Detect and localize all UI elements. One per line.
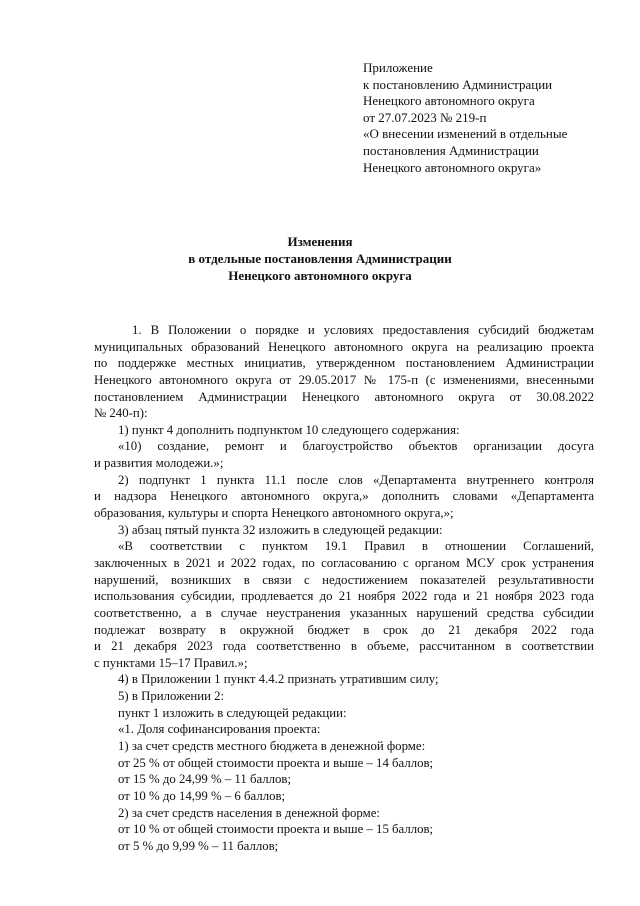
appendix-line: постановления Администрации [363, 142, 539, 158]
body-line: «1. Доля софинансирования проекта: [118, 722, 321, 737]
body-line: от 10 % от общей стоимости проекта и выше – 15 баллов; [118, 822, 434, 837]
body-line: 2) за счет средств населения в денежной форме: [118, 805, 380, 820]
appendix-line: от 27.07.2023 № 219-п [363, 109, 487, 125]
title-line: Изменения [287, 234, 353, 249]
body-line: 5) в Приложении 2: [118, 689, 225, 704]
body-line: заключенных в 2021 и 2022 годах, по согласованию с органом МСУ срок устранения [94, 555, 594, 570]
appendix-line: Ненецкого автономного округа [363, 93, 535, 109]
body-line: «В соответствии с пунктом 19.1 Правил в отношении Соглашений, [118, 539, 594, 554]
body-line: 1. В Положении о порядке и условиях предоставления субсидий бюджетам [132, 323, 594, 337]
body-line: от 5 % до 9,99 % – 11 баллов; [118, 838, 279, 853]
title-line: в отдельные постановления Администрации [188, 250, 452, 266]
appendix-line: Приложение [363, 60, 433, 75]
appendix-line: к постановлению Администрации [363, 76, 553, 92]
body-line: № 240-п): [94, 406, 148, 421]
body-line: пункт 1 изложить в следующей редакции: [118, 705, 347, 720]
appendix-header [363, 60, 613, 176]
body-line: от 25 % от общей стоимости проекта и выше – 14 баллов; [118, 755, 434, 770]
body-line: и 21 декабря 2023 года соответственно в объеме, рассчитанном в соответствии [94, 639, 594, 654]
body-line: и развития молодежи.»; [94, 456, 224, 471]
body-line: по поддержке местных инициатив, утвержденном постановлением Администрации [94, 356, 594, 371]
body-line: 3) абзац пятый пункта 32 изложить в следующей редакции: [118, 522, 443, 537]
body-line: 1) пункт 4 дополнить подпунктом 10 следующего содержания: [118, 422, 460, 437]
body-line: 1) за счет средств местного бюджета в денежной форме: [118, 739, 426, 754]
body-line: от 15 % до 24,99 % – 11 баллов; [118, 772, 292, 787]
appendix-line: «О внесении изменений в отдельные [363, 126, 568, 142]
title-line: Ненецкого автономного округа [228, 267, 412, 283]
body-line: муниципальных образований Ненецкого автономного округа на реализацию проекта [94, 339, 594, 354]
body-line: и надзора Ненецкого автономного округа,» дополнить словами «Департамента [94, 489, 594, 504]
body-line: от 10 % до 14,99 % – 6 баллов; [118, 788, 286, 803]
body-line: 2) подпункт 1 пункта 11.1 после слов «Департамента внутреннего контроля [118, 472, 594, 487]
appendix-line: Ненецкого автономного округа» [363, 159, 542, 175]
body-line: подлежат возврату в окружной бюджет в срок до 21 декабря 2022 года [94, 622, 594, 637]
document-title [0, 234, 640, 284]
body-line: соответственно, а в случае неустранения указанных нарушений средства субсидии [94, 605, 594, 620]
body-line: «10) создание, ремонт и благоустройство объектов организации досуга [118, 439, 594, 454]
body-line: использования субсидии, продлевается до 21 ноября 2022 года и 21 ноября 2023 года [94, 589, 594, 604]
document-body [94, 322, 594, 855]
body-line: с пунктами 15–17 Правил.»; [94, 655, 248, 670]
body-line: образования, культуры и спорта Ненецкого автономного округа,»; [94, 506, 454, 521]
body-line: 4) в Приложении 1 пункт 4.4.2 признать утратившим силу; [118, 672, 439, 687]
body-line: постановлением Администрации Ненецкого автономного округа от 30.08.2022 [94, 389, 594, 404]
body-line: нарушений, возникших в связи с недостижением показателей результативности [94, 572, 594, 587]
body-line: Ненецкого автономного округа от 29.05.2017 № 175-п (с изменениями, внесенными [94, 372, 594, 387]
